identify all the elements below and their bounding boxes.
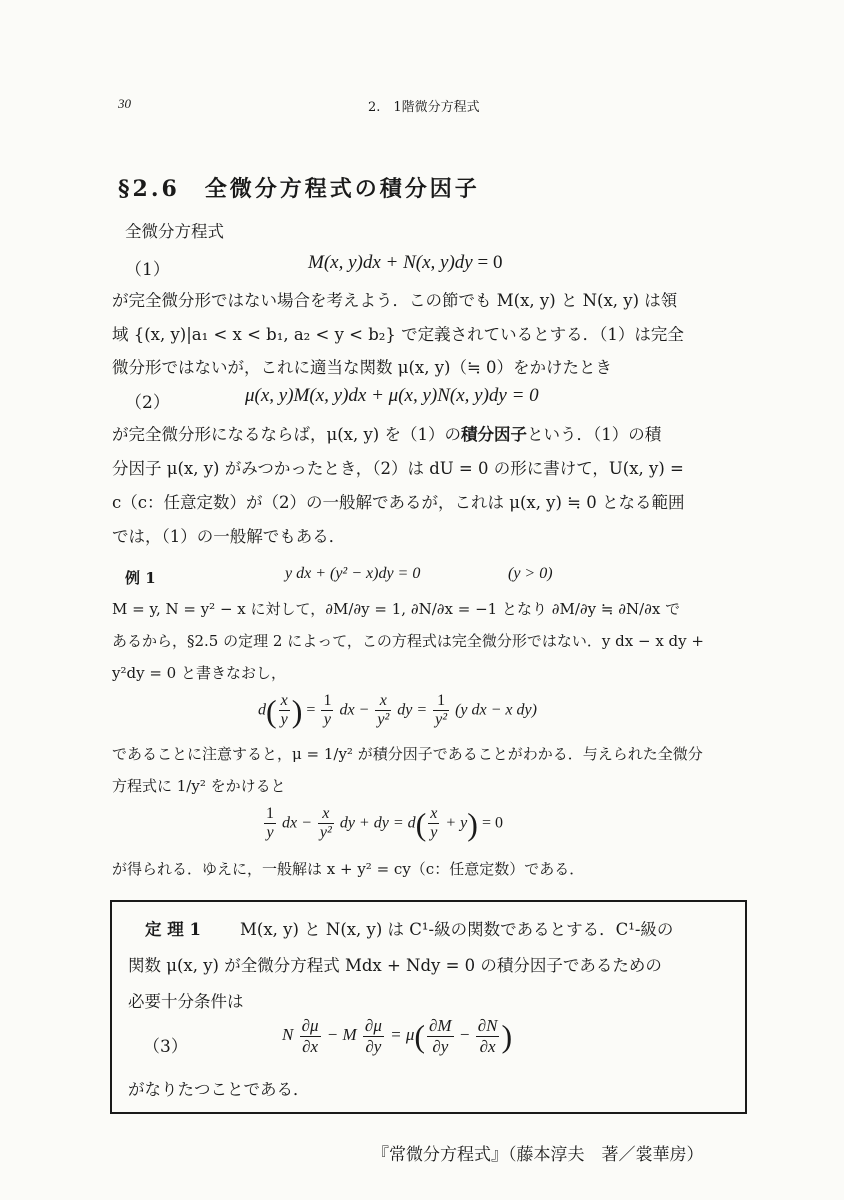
eq-b-eq0: = 0 xyxy=(481,814,503,832)
eq-a-dx: dx − xyxy=(339,701,370,719)
equation-1-rhs: = 0 xyxy=(477,252,503,273)
page-number: 30 xyxy=(118,96,131,111)
display-equation-b: $\frac{1}{y}$ dx − $\frac{x}{\text{y²}}$ dy + dy = d( $\frac{x}{y}$ + y) = 0 xyxy=(266,805,503,842)
para2-line2: 分因子 μ(x, y) がみつかったとき，（2）は dU = 0 の形に書けて，U(x, y) = xyxy=(112,459,684,478)
example-conclusion: が得られる．ゆえに，一般解は x + y² = cy（c：任意定数）である． xyxy=(112,860,585,878)
eq3-frac4-num: ∂N xyxy=(477,1016,498,1035)
theorem-line3: 必要十分条件は xyxy=(128,992,244,1011)
example-label: 例 1 xyxy=(125,569,156,587)
eq-b-frac2-num: x xyxy=(318,805,334,824)
para2-line4: では，（1）の一般解でもある． xyxy=(112,527,346,546)
footer-citation: 『常微分方程式』（藤本淳夫 著／裳華房） xyxy=(372,1145,704,1165)
equation-3: N $\frac{\partial\mu}{\partial x}$ − M $\frac{\partial\mu}{\partial y}$ = μ( $\frac{\partial M}{\partial y}$ − $\frac{\partial N}{\partial x}$ ) xyxy=(282,1016,513,1056)
eq-a-d: d xyxy=(258,701,266,719)
eq-b-frac3-den: y xyxy=(430,824,438,842)
eq-b-frac1-num: 1 xyxy=(264,805,276,824)
eq-a-frac2-num: 1 xyxy=(321,692,333,711)
equation-2-label: （2） xyxy=(125,393,170,413)
eq-a-frac4-den: y² xyxy=(435,711,448,729)
eq-a-frac1-num: x xyxy=(279,692,290,711)
theorem-line2: 関数 μ(x, y) が全微分方程式 Mdx + Ndy = 0 の積分因子であるための xyxy=(128,956,662,975)
eq-b-mid: dy + dy = d xyxy=(339,814,416,832)
eq-a-frac4-num: 1 xyxy=(433,692,449,711)
eq3-frac2-num: ∂μ xyxy=(364,1016,382,1035)
eq3-frac1-num: ∂μ xyxy=(301,1016,319,1035)
intro-text: 全微分方程式 xyxy=(125,222,224,241)
eq-a-frac1-den: y xyxy=(280,711,288,729)
eq-b-frac2-den: y² xyxy=(319,824,332,842)
integrating-factor-term: 積分因子 xyxy=(460,425,527,444)
eq-b-plus-y: + y xyxy=(445,814,468,832)
eq-b-dx: dx − xyxy=(282,814,312,832)
eq-a-equals: = xyxy=(306,701,316,719)
eq-a-frac2-den: y xyxy=(323,711,331,729)
eq3-frac4-den: ∂x xyxy=(479,1036,496,1056)
para2-line1-b: という．（1）の積 xyxy=(526,425,662,444)
theorem-line1: M(x, y) と N(x, y) は C¹-級の関数であるとする．C¹-級の xyxy=(240,920,674,939)
para1-line1: が完全微分形ではない場合を考えよう．この節でも M(x, y) と N(x, y) は領 xyxy=(112,291,678,310)
equation-1-lhs: M(x, y)dx + N(x, y)dy xyxy=(308,252,473,273)
section-title: §2.6 全微分方程式の積分因子 xyxy=(118,176,480,202)
eq3-frac3-num: ∂M xyxy=(429,1016,452,1035)
equation-2: μ(x, y)M(x, y)dx + μ(x, y)N(x, y)dy = 0 xyxy=(245,385,539,406)
eq-b-frac1-den: y xyxy=(266,824,274,842)
theorem-conclusion: がなりたつことである． xyxy=(128,1080,310,1099)
equation-3-label: （3） xyxy=(143,1037,188,1057)
eq3-N: N xyxy=(282,1024,294,1044)
eq-a-frac3-den: y² xyxy=(377,711,390,729)
para1-line3: 微分形ではないが，これに適当な関数 μ(x, y)（≒ 0）をかけたとき xyxy=(112,358,613,377)
running-header: 2. 1階微分方程式 xyxy=(368,100,480,115)
example-after-line1: であることに注意すると，μ = 1/y² が積分因子であることがわかる．与えられた全微分 xyxy=(112,745,703,763)
example-line3: y²dy = 0 と書きなおし， xyxy=(112,664,286,682)
para2-line1-a: が完全微分形になるならば，μ(x, y) を（1）の xyxy=(112,425,461,444)
display-equation-a: d( $\frac{x}{y}$ ) = $\frac{1}{y}$ dx − $\frac{x}{\text{y²}}$ dy = $\frac{1}{\text{y²}}$ (y dx − x dy) xyxy=(258,692,537,729)
eq-b-frac3-num: x xyxy=(428,805,439,824)
example-condition: (y > 0) xyxy=(508,565,553,582)
eq3-minus-M: − M xyxy=(326,1024,357,1044)
eq3-frac2-den: ∂y xyxy=(365,1036,382,1056)
equation-1 xyxy=(308,252,502,274)
eq3-frac1-den: ∂x xyxy=(302,1036,319,1056)
equation-1-label: （1） xyxy=(125,260,170,280)
example-line1: M = y, N = y² − x に対して，∂M/∂y = 1, ∂N/∂x = −1 となり ∂M/∂y ≒ ∂N/∂x で xyxy=(112,600,681,618)
eq-a-tail: (y dx − x dy) xyxy=(455,701,537,719)
eq3-eq-mu: = μ xyxy=(390,1024,415,1044)
para1-line2: 域 {(x, y)|a₁ < x < b₁, a₂ < y < b₂} で定義されているとする．（1）は完全 xyxy=(112,325,684,344)
eq-a-frac3-num: x xyxy=(375,692,391,711)
example-equation: y dx + (y² − x)dy = 0 xyxy=(285,565,421,582)
eq-a-dy: dy = xyxy=(397,701,428,719)
example-line2: あるから，§2.5 の定理 2 によって，この方程式は完全微分形ではない．y dx − x dy + xyxy=(112,632,704,650)
example-after-line2: 方程式に 1/y² をかけると xyxy=(112,777,286,795)
para2-line3: c（c：任意定数）が（2）の一般解であるが，これは μ(x, y) ≒ 0 となる範囲 xyxy=(112,493,685,512)
eq3-minus: − xyxy=(459,1024,470,1044)
theorem-label: 定 理 1 xyxy=(145,920,201,939)
eq3-frac3-den: ∂y xyxy=(432,1036,449,1056)
para2-line1 xyxy=(112,421,661,445)
